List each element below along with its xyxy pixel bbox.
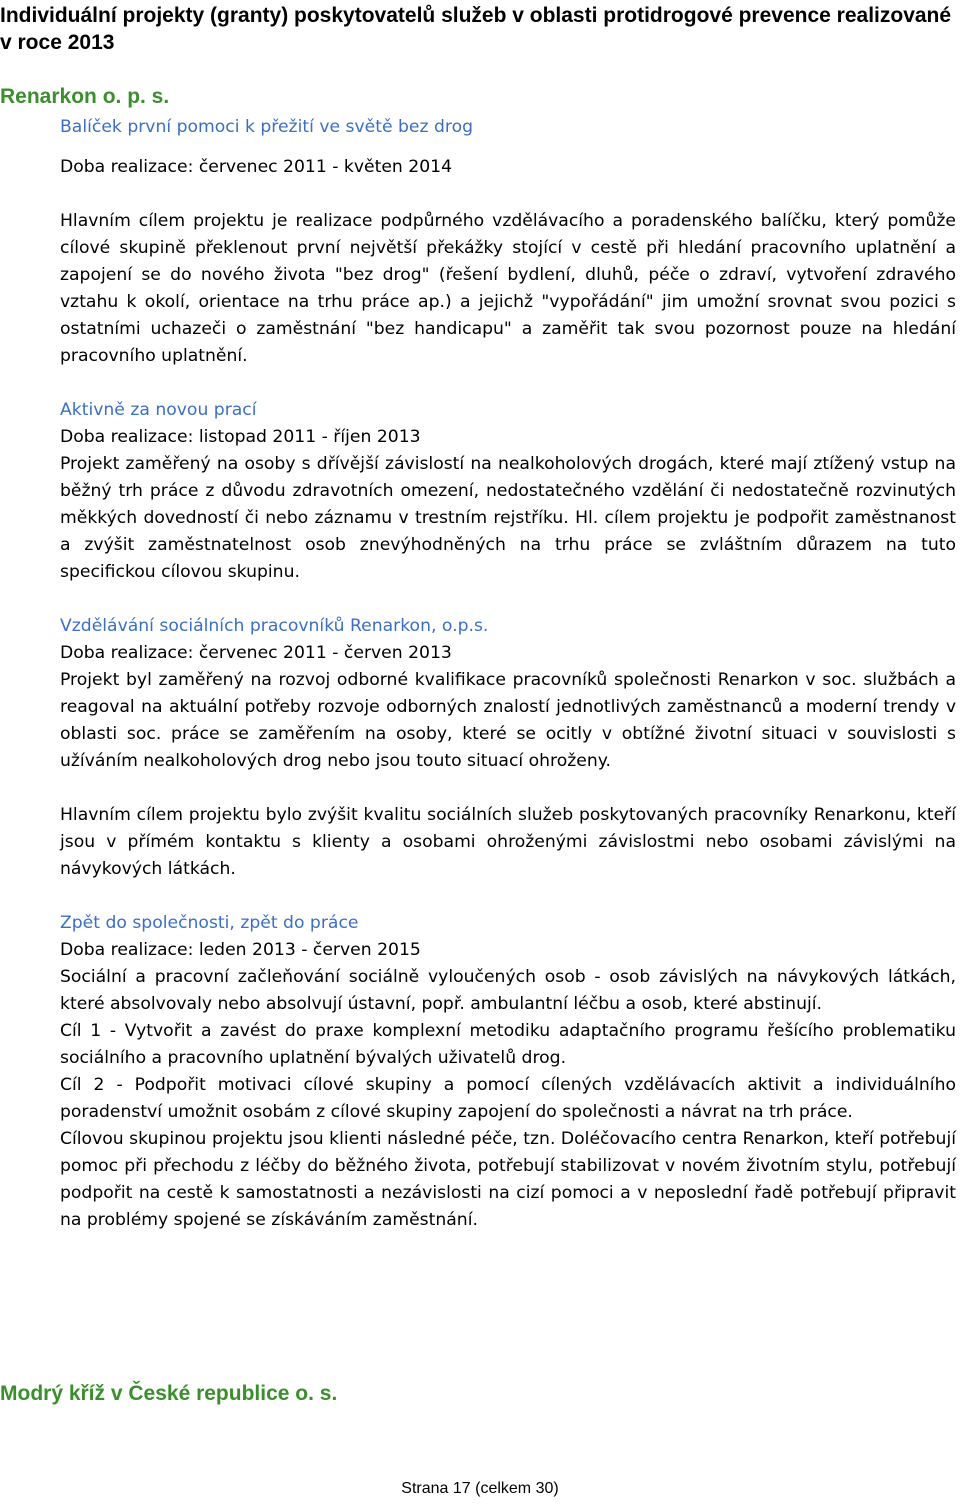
- project-period: Doba realizace: listopad 2011 - říjen 2013: [60, 427, 421, 447]
- project-zpet-do-spolecnosti: [60, 910, 956, 1234]
- project-goal-2: Cíl 2 - Podpořit motivaci cílové skupiny a pomocí cílených vzdělávacích aktivit a individuálního poradenství umožnit osobám z cílové skupiny zapojení do společnosti a návrat na trh práce.: [60, 1075, 956, 1122]
- project-goal: Hlavním cílem projektu bylo zvýšit kvalitu sociálních služeb poskytovaných pracovníky Renarkonu, kteří jsou v přímém kontaktu s klienty a osobami ohroženými závislostmi nebo osobami závislými na návykových látkách.: [60, 805, 956, 879]
- project-description: Hlavním cílem projektu je realizace podpůrného vzdělávacího a poradenského balíčku, který pomůže cílové skupině překlenout první největší překážky stojící v cestě při hledání pracovního uplatnění a zapojení se do nového života "bez drog" (řešení bydlení, dluhů, péče o zdraví, vytvoření zdravého vztahu k okolí, orientace na trhu práce ap.) a jejichž "vypořádání" jim umožní srovnat svou pozici s ostatními uchazeči o zaměstnání "bez handicapu" a zaměřit tak svou pozornost pouze na hledání pracovního uplatnění.: [60, 211, 956, 366]
- project-period: Doba realizace: červenec 2011 - květen 2014: [60, 157, 453, 177]
- project-title: Balíček první pomoci k přežití ve světě bez drog: [60, 117, 474, 137]
- project-title: Vzdělávání sociálních pracovníků Renarkon, o.p.s.: [60, 616, 489, 636]
- project-list: [60, 114, 956, 1234]
- organization-title-renarkon: Renarkon o. p. s.: [0, 85, 170, 108]
- project-description: Projekt byl zaměřený na rozvoj odborné kvalifikace pracovníků společnosti Renarkon v soc. službách a reagoval na aktuální potřeby rozvoje odborných znalostí jednotlivých zaměstnanců a moderní trendy v oblasti soc. práce se zaměřením na osoby, které se ocitly v obtížné životní situaci v souvislosti s užíváním nealkoholových drog nebo jsou touto situací ohroženy.: [60, 670, 956, 771]
- document-title: Individuální projekty (granty) poskytovatelů služeb v oblasti protidrogové prevence realizované v roce 2013: [0, 4, 952, 54]
- project-aktivne: [60, 397, 956, 586]
- organization-title-modry-kriz: Modrý kříž v České republice o. s.: [0, 1382, 338, 1405]
- project-goal-1: Cíl 1 - Vytvořit a zavést do praxe komplexní metodiku adaptačního programu řešícího problematiku sociálního a pracovního uplatnění bývalých uživatelů drog.: [60, 1021, 956, 1068]
- project-period: Doba realizace: červenec 2011 - červen 2013: [60, 643, 452, 663]
- project-period: Doba realizace: leden 2013 - červen 2015: [60, 940, 421, 960]
- page-number-footer: Strana 17 (celkem 30): [401, 1480, 559, 1497]
- project-target-group: Cílovou skupinou projektu jsou klienti následné péče, tzn. Doléčovacího centra Renarkon, kteří potřebují pomoc při přechodu z léčby do běžného života, potřebují stabilizovat v novém životním stylu, potřebují podpořit na cestě k samostatnosti a nezávislosti na cizí pomoci a v neposlední řadě potřebují připravit na problémy spojené se získáváním zaměstnání.: [60, 1129, 956, 1230]
- project-vzdelavani: [60, 613, 956, 883]
- project-description: Sociální a pracovní začleňování sociálně vyloučených osob - osob závislých na návykových látkách, které absolvovaly nebo absolvují ústavní, popř. ambulantní léčbu a osob, které abstinují.: [60, 967, 956, 1014]
- project-description: Projekt zaměřený na osoby s dřívější závislostí na nealkoholových drogách, které mají ztížený vstup na běžný trh práce z důvodu zdravotních omezení, nedostatečného vzdělání či nedostatečně rozvinutých měkkých dovedností či nebo záznamu v trestním rejstříku. Hl. cílem projektu je podpořit zaměstnanost a zvýšit zaměstnatelnost osob znevýhodněných na trhu práce se zvláštním důrazem na tuto specifickou cílovou skupinu.: [60, 454, 956, 582]
- project-balicek: [60, 114, 956, 370]
- project-title: Zpět do společnosti, zpět do práce: [60, 913, 359, 933]
- project-title: Aktivně za novou prací: [60, 400, 257, 420]
